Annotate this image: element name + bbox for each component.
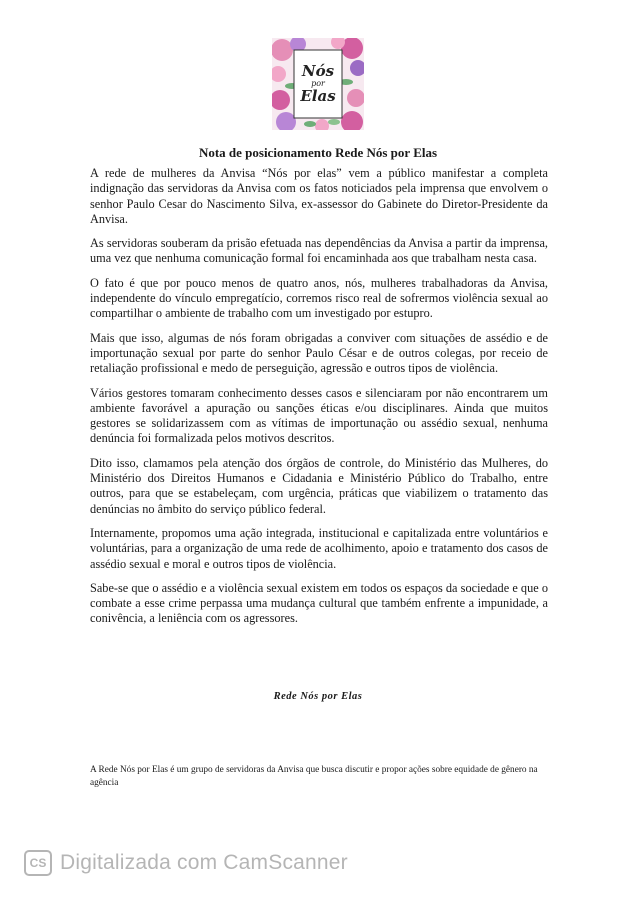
paragraph: O fato é que por pouco menos de quatro anos, nós, mulheres trabalhadoras da Anvisa, independente do vínculo empregatício, corremos risco real de sofrermos violência sexual ao compartilhar o ambiente de trabalho com um investigado por estupro. (90, 275, 548, 321)
logo-line-1: Nós (301, 62, 335, 80)
footnote: A Rede Nós por Elas é um grupo de servidoras da Anvisa que busca discutir e propor ações sobre equidade de gênero na agência (90, 765, 538, 788)
logo-line-2: por (311, 79, 325, 88)
paragraph: Internamente, propomos uma ação integrada, institucional e capitalizada entre voluntários e voluntárias, para a organização de uma rede de acolhimento, apoio e tratamento dos casos de assédio sexual e moral e outros tipos de violência. (90, 525, 548, 571)
camscanner-icon: CS (24, 850, 52, 876)
paragraph: Dito isso, clamamos pela atenção dos órgãos de controle, do Ministério das Mulheres, do Ministério dos Direitos Humanos e Cidadania e Ministério Público do Trabalho, entre outros, para que se estabeleçam, com urgência, práticas que viabilizem o tratamento das denúncias no âmbito do serviço público federal. (90, 455, 548, 516)
logo-line-3: Elas (300, 87, 336, 105)
paragraph: Vários gestores tomaram conhecimento desses casos e silenciaram por não encontrarem um ambiente favorável a apuração ou sanções éticas e/ou disciplinares. Ainda que muitos gestores se solidarizassem com as vítimas de importunação ou assédio sexual, nenhuma denúncia foi formalizada pelos motivos descritos. (90, 385, 548, 446)
paragraph: A rede de mulheres da Anvisa “Nós por elas” vem a público manifestar a completa indignação das servidoras da Anvisa com os fatos noticiados pela imprensa que envolvem o senhor Paulo Cesar do Nascimento Silva, ex-assessor do Gabinete do Diretor-Presidente da Anvisa. (90, 166, 548, 226)
paragraph: As servidoras souberam da prisão efetuada nas dependências da Anvisa a partir da imprensa, uma vez que nenhuma comunicação formal foi encaminhada aos que trabalham nesta casa. (90, 236, 548, 266)
document-body (90, 166, 548, 636)
document-title: Nota de posicionamento Rede Nós por Elas (198, 145, 438, 160)
signature: Rede Nós por Elas (273, 691, 363, 702)
paragraph: Sabe-se que o assédio e a violência sexual existem em todos os espaços da sociedade e que o combate a esse crime perpassa uma mudança cultural que também enfrente a impunidade, a conivência, a leniência com os agressores. (90, 580, 548, 626)
watermark-text: Digitalizada com CamScanner (60, 851, 348, 874)
paragraph: Mais que isso, algumas de nós foram obrigadas a conviver com situações de assédio e de importunação sexual por parte do senhor Paulo César e de outros colegas, por receio de retaliação profissional e medo de perseguição, agressão e outros tipos de violência. (90, 330, 548, 376)
floral-logo (272, 38, 364, 130)
camscanner-watermark (24, 848, 348, 878)
logo-wordmark (296, 52, 340, 116)
